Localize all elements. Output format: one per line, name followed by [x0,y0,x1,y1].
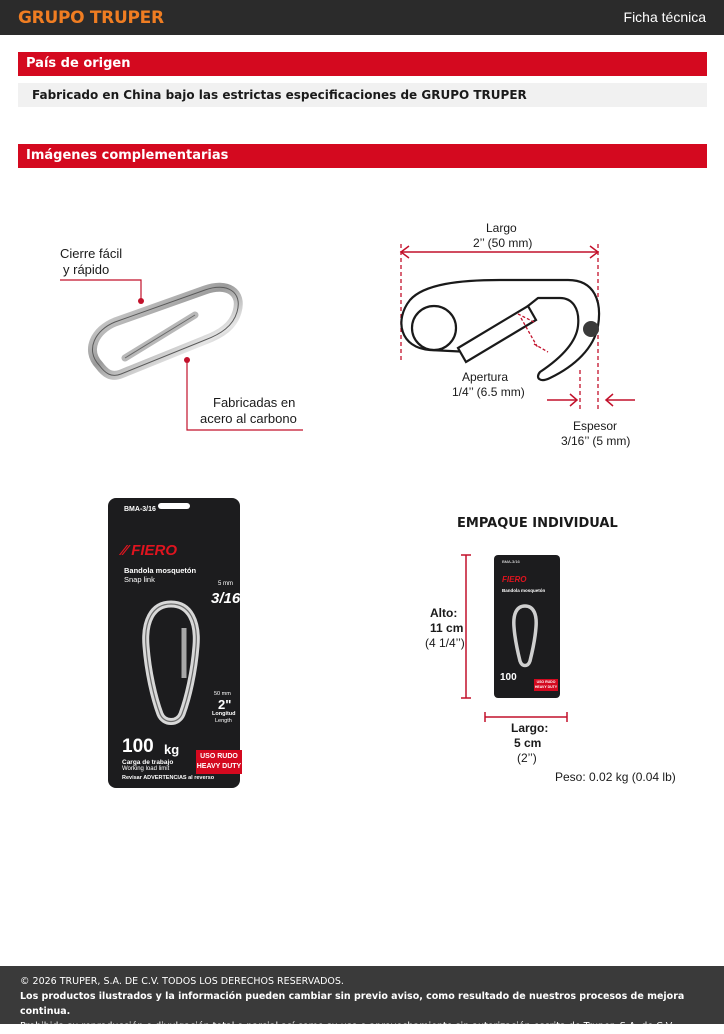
footer-prohibition: Prohibida su reproducción o divulgación total o parcial así como su uso o aprovechamiento sin autorización escrita de Truper, S.A. de C.V. [20,1021,675,1032]
pkg-warning: Revisar ADVERTENCIAS al reverso [122,775,215,781]
origin-text: Fabricado en China bajo las estrictas especificaciones de GRUPO TRUPER [18,83,707,107]
pkg-name-en: Snap link [124,575,155,584]
pkg-duty-es: USO RUDO [200,753,238,760]
small-pkg-duty-en: HEAVY DUTY [534,685,558,689]
callout-closure-line2: y rápido [63,262,110,277]
pkg-size-mm: 5 mm [218,581,233,587]
pkg-carabiner-image [138,598,204,728]
thickness-label: Espesor [573,419,618,433]
small-pkg-duty-es: USO RUDO [536,680,556,684]
thickness-value: 3/16’’ (5 mm) [561,434,631,448]
callout-material-line1: Fabricadas en [213,395,296,410]
pack-length-in: (2’’) [517,751,537,765]
carabiner-photo [55,270,315,435]
pkg-duty-badge [196,750,242,774]
callout-material-line2: acero al carbono [200,411,297,426]
callout-closure-line1: Cierre fácil [60,246,123,261]
pkg-load-unit: kg [164,742,180,757]
pack-height-in: (4 1/4’’) [425,636,465,650]
images-section-title: Imágenes complementarias [18,144,707,168]
pkg-length-in: 2" [218,697,232,712]
pkg-size-in: 3/16 [211,590,241,607]
pack-height-cm: 11 cm [430,621,464,635]
small-pkg-load: 100 [500,672,517,683]
pkg-brand [122,542,177,559]
pack-length-label: Largo: [511,721,549,735]
pack-height-label: Alto: [430,606,458,620]
document-type: Ficha técnica [623,9,706,25]
small-pkg-brand: FIERO [502,575,527,584]
pack-dimension-lines [455,550,575,730]
pkg-length-mm: 50 mm [214,691,231,697]
opening-value: 1/4’’ (6.5 mm) [452,385,525,399]
pkg-length-es: Longitud [212,711,236,717]
footer [0,966,724,1032]
pkg-load-en: Working load limit [122,766,170,772]
small-pkg-name: Bandola mosquetón [502,588,546,593]
small-pkg-sku: BMA-3/16 [502,559,520,564]
footer-notice: Los productos ilustrados y la información pueden cambiar sin previo aviso, como resultado de nuestros procesos de mejora continua. [20,991,685,1017]
pkg-name-es: Bandola mosquetón [124,566,197,575]
package-photo [108,498,240,788]
pkg-length-en: Length [215,718,232,724]
fiero-logo-icon: ⁄⁄ [122,542,128,559]
pkg-sku: BMA-3/16 [124,506,156,513]
opening-label: Apertura [462,370,509,384]
length-value: 2’’ (50 mm) [473,236,533,250]
length-label: Largo [486,221,517,235]
pack-length-cm: 5 cm [514,736,542,750]
hang-hole [158,503,190,509]
pack-weight: Peso: 0.02 kg (0.04 lb) [555,770,676,784]
pkg-load-es: Carga de trabajo [122,759,174,766]
footer-copyright: © 2026 TRUPER, S.A. DE C.V. TODOS LOS DERECHOS RESERVADOS. [20,976,344,987]
pkg-duty-en: HEAVY DUTY [196,763,242,770]
origin-section-title: País de origen [18,52,707,76]
header-bar [0,0,724,35]
pkg-brand-text: FIERO [131,542,178,559]
pkg-load-value: 100 [122,736,154,757]
brand-logo: GRUPO TRUPER [18,8,164,28]
dimension-diagram [390,240,640,420]
individual-pack-title: EMPAQUE INDIVIDUAL [457,516,618,531]
